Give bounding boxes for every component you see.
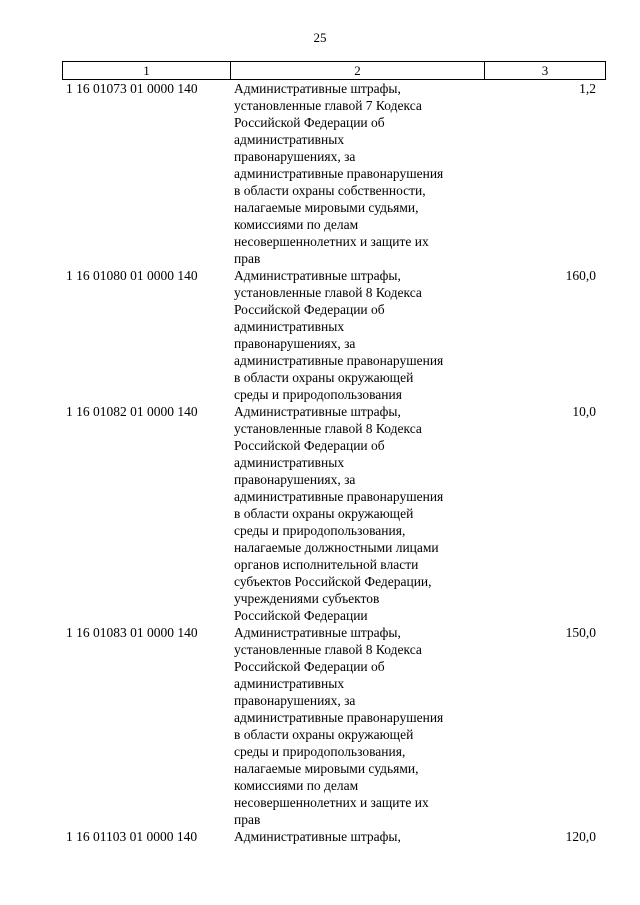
description-line: налагаемые должностными лицами (234, 540, 439, 555)
description-line: правонарушениях, за (234, 149, 356, 164)
amount: 1,2 (579, 81, 596, 96)
description-line: Административные штрафы, (234, 829, 401, 844)
table-row (62, 403, 602, 624)
description-line: правонарушениях, за (234, 472, 356, 487)
budget-code: 1 16 01082 01 0000 140 (66, 404, 198, 419)
budget-code: 1 16 01073 01 0000 140 (66, 81, 198, 96)
description (229, 403, 482, 624)
amount: 160,0 (565, 268, 596, 283)
header-col-2: 2 (231, 62, 485, 80)
description-line: административных (234, 676, 345, 691)
budget-code: 1 16 01083 01 0000 140 (66, 625, 198, 640)
description-line: в области охраны окружающей (234, 370, 414, 385)
description-line: административные правонарушения (234, 166, 444, 181)
description-line: административные правонарушения (234, 710, 444, 725)
table-row (62, 80, 602, 267)
description-line: прав (234, 251, 261, 266)
description-line: комиссиями по делам (234, 778, 359, 793)
table-row (62, 624, 602, 828)
description-line: несовершеннолетних и защите их (234, 234, 429, 249)
description-line: установленные главой 8 Кодекса (234, 642, 422, 657)
amount: 10,0 (572, 404, 596, 419)
description-line: Административные штрафы, (234, 404, 401, 419)
table-body (62, 80, 602, 845)
budget-code: 1 16 01103 01 0000 140 (66, 829, 198, 844)
description-line: установленные главой 7 Кодекса (234, 98, 422, 113)
description-line: учреждениями субъектов (234, 591, 380, 606)
description-line: несовершеннолетних и защите их (234, 795, 429, 810)
amount: 150,0 (565, 625, 596, 640)
description-line: административных (234, 319, 345, 334)
description-line: органов исполнительной власти (234, 557, 419, 572)
description-line: Российской Федерации (234, 608, 368, 623)
description-line: среды и природопользования, (234, 744, 406, 759)
description-line: среды и природопользования, (234, 523, 406, 538)
description-line: комиссиями по делам (234, 217, 359, 232)
description-line: налагаемые мировыми судьями, (234, 761, 419, 776)
description-line: Российской Федерации об (234, 302, 385, 317)
description (229, 828, 482, 845)
description-line: Административные штрафы, (234, 268, 401, 283)
page-number: 25 (313, 30, 327, 45)
header-col-3: 3 (485, 62, 606, 80)
description-line: Российской Федерации об (234, 659, 385, 674)
description-line: прав (234, 812, 261, 827)
description (229, 80, 482, 267)
table-header (62, 61, 606, 80)
description-line: Российской Федерации об (234, 115, 385, 130)
budget-code: 1 16 01080 01 0000 140 (66, 268, 198, 283)
description-line: налагаемые мировыми судьями, (234, 200, 419, 215)
description-line: административных (234, 455, 345, 470)
description-line: административные правонарушения (234, 353, 444, 368)
description-line: Административные штрафы, (234, 625, 401, 640)
description (229, 267, 482, 403)
description-line: правонарушениях, за (234, 693, 356, 708)
description (229, 624, 482, 828)
description-line: в области охраны окружающей (234, 506, 414, 521)
description-line: среды и природопользования (234, 387, 402, 402)
description-line: административные правонарушения (234, 489, 444, 504)
amount: 120,0 (565, 829, 596, 844)
description-line: установленные главой 8 Кодекса (234, 421, 422, 436)
description-line: Российской Федерации об (234, 438, 385, 453)
description-line: правонарушениях, за (234, 336, 356, 351)
description-line: Административные штрафы, (234, 81, 401, 96)
table-row (62, 828, 602, 845)
description-line: субъектов Российской Федерации, (234, 574, 432, 589)
header-col-1: 1 (63, 62, 231, 80)
description-line: в области охраны окружающей (234, 727, 414, 742)
table-row (62, 267, 602, 403)
description-line: в области охраны собственности, (234, 183, 426, 198)
description-line: установленные главой 8 Кодекса (234, 285, 422, 300)
description-line: административных (234, 132, 345, 147)
header-row (63, 62, 606, 80)
